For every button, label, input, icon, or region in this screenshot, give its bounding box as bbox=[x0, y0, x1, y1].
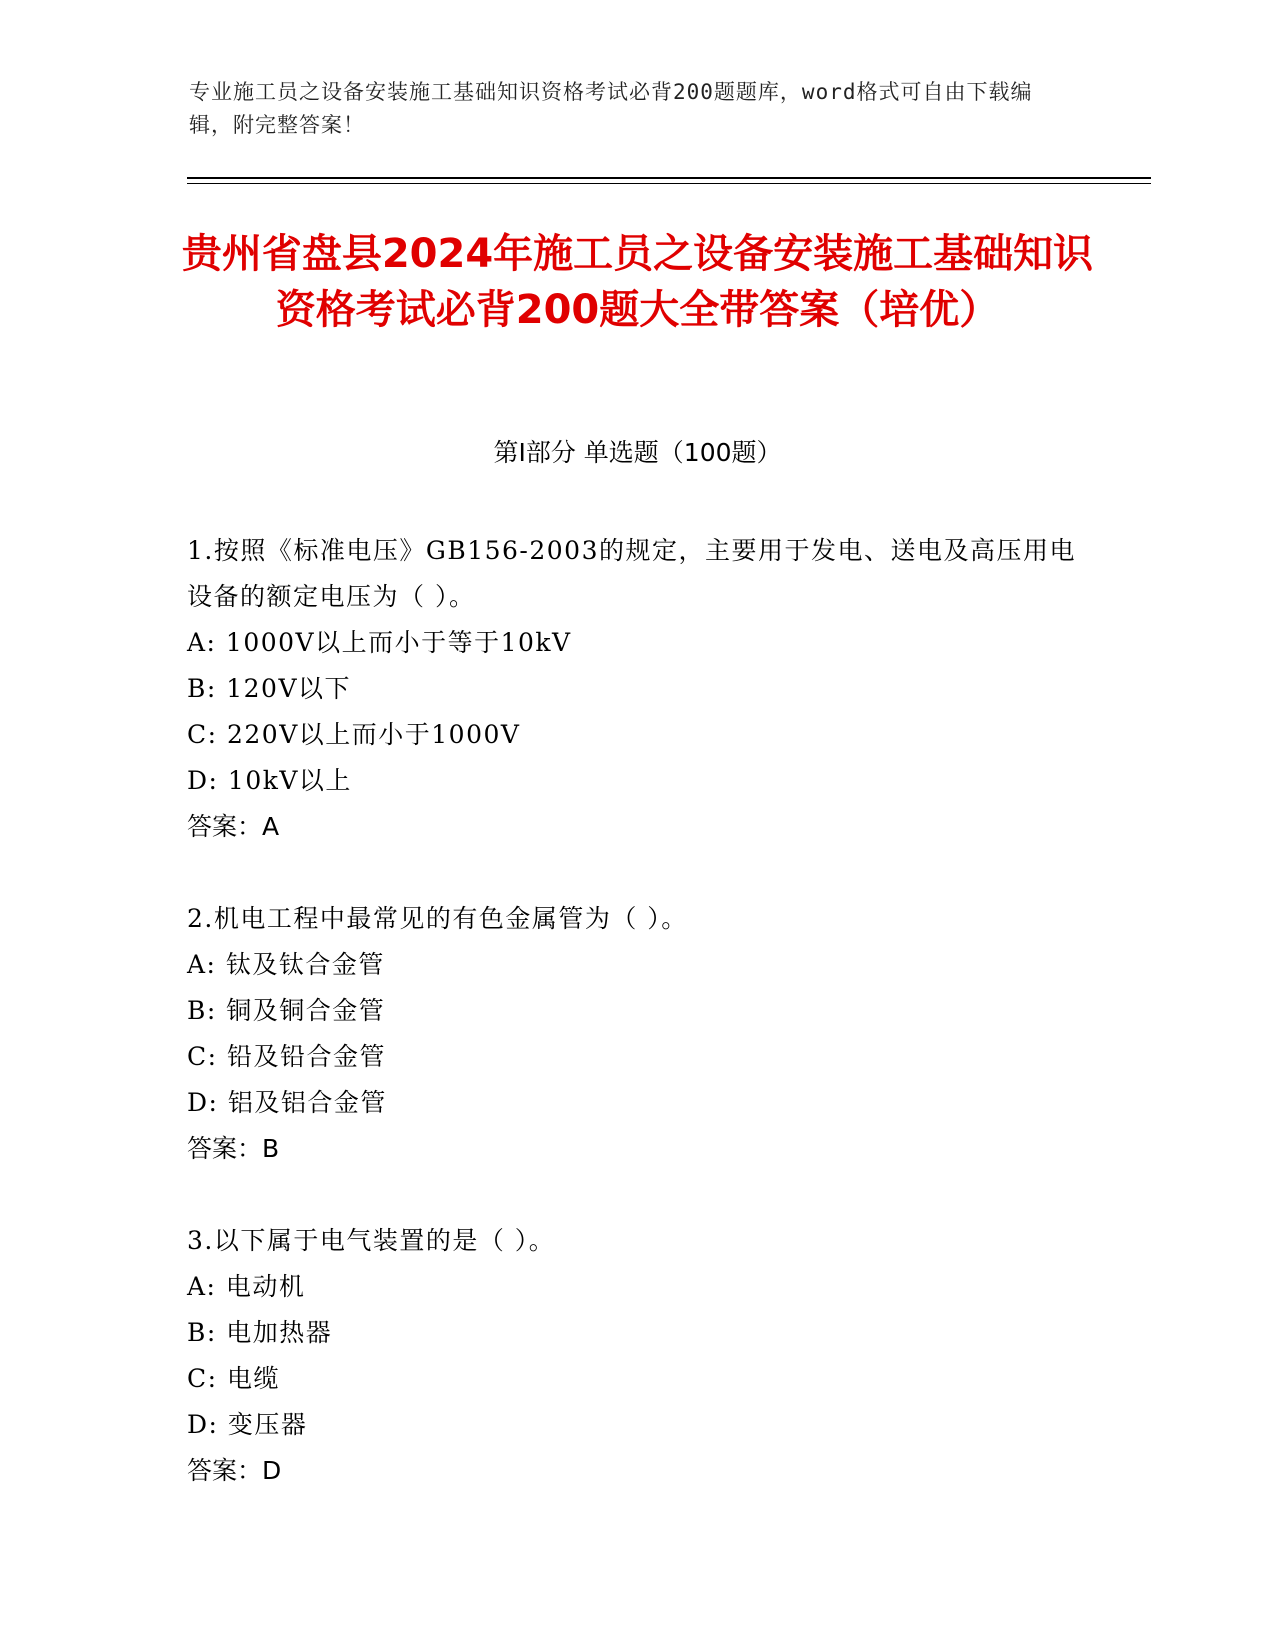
header-note: 专业施工员之设备安装施工基础知识资格考试必背200题题库，word格式可自由下载编辑，附完整答案！ bbox=[189, 80, 1033, 137]
question-1 bbox=[187, 528, 1087, 850]
document-title: 贵州省盘县2024年施工员之设备安装施工基础知识资格考试必背200题大全带答案（培优） bbox=[181, 231, 1094, 333]
question-answer: 答案：D bbox=[187, 1456, 282, 1485]
header-divider-thin bbox=[187, 183, 1151, 184]
question-option-b: B: 电加热器 bbox=[187, 1318, 333, 1347]
question-option-b: B: 120V以下 bbox=[187, 674, 352, 703]
question-answer: 答案：B bbox=[187, 1134, 280, 1163]
question-option-d: D: 铝及铝合金管 bbox=[187, 1088, 387, 1117]
question-option-d: D: 变压器 bbox=[187, 1410, 308, 1439]
question-list bbox=[187, 528, 1087, 1540]
question-answer: 答案：A bbox=[187, 812, 280, 841]
question-stem: 1.按照《标准电压》GB156-2003的规定，主要用于发电、送电及高压用电设备的额定电压为（ ）。 bbox=[187, 536, 1076, 611]
question-2 bbox=[187, 896, 1087, 1172]
question-option-c: C: 铅及铅合金管 bbox=[187, 1042, 386, 1071]
section-title: 第I部分 单选题（100题） bbox=[493, 438, 782, 467]
header-divider-thick bbox=[187, 177, 1151, 179]
question-option-a: A: 电动机 bbox=[187, 1272, 306, 1301]
question-option-c: C: 电缆 bbox=[187, 1364, 280, 1393]
question-option-b: B: 铜及铜合金管 bbox=[187, 996, 386, 1025]
question-stem: 2.机电工程中最常见的有色金属管为（ ）。 bbox=[187, 904, 688, 933]
question-3 bbox=[187, 1218, 1087, 1494]
question-option-c: C: 220V以上而小于1000V bbox=[187, 720, 521, 749]
question-option-d: D: 10kV以上 bbox=[187, 766, 352, 795]
question-option-a: A: 1000V以上而小于等于10kV bbox=[187, 628, 572, 657]
question-option-a: A: 钛及钛合金管 bbox=[187, 950, 385, 979]
question-stem: 3.以下属于电气装置的是（ ）。 bbox=[187, 1226, 556, 1255]
